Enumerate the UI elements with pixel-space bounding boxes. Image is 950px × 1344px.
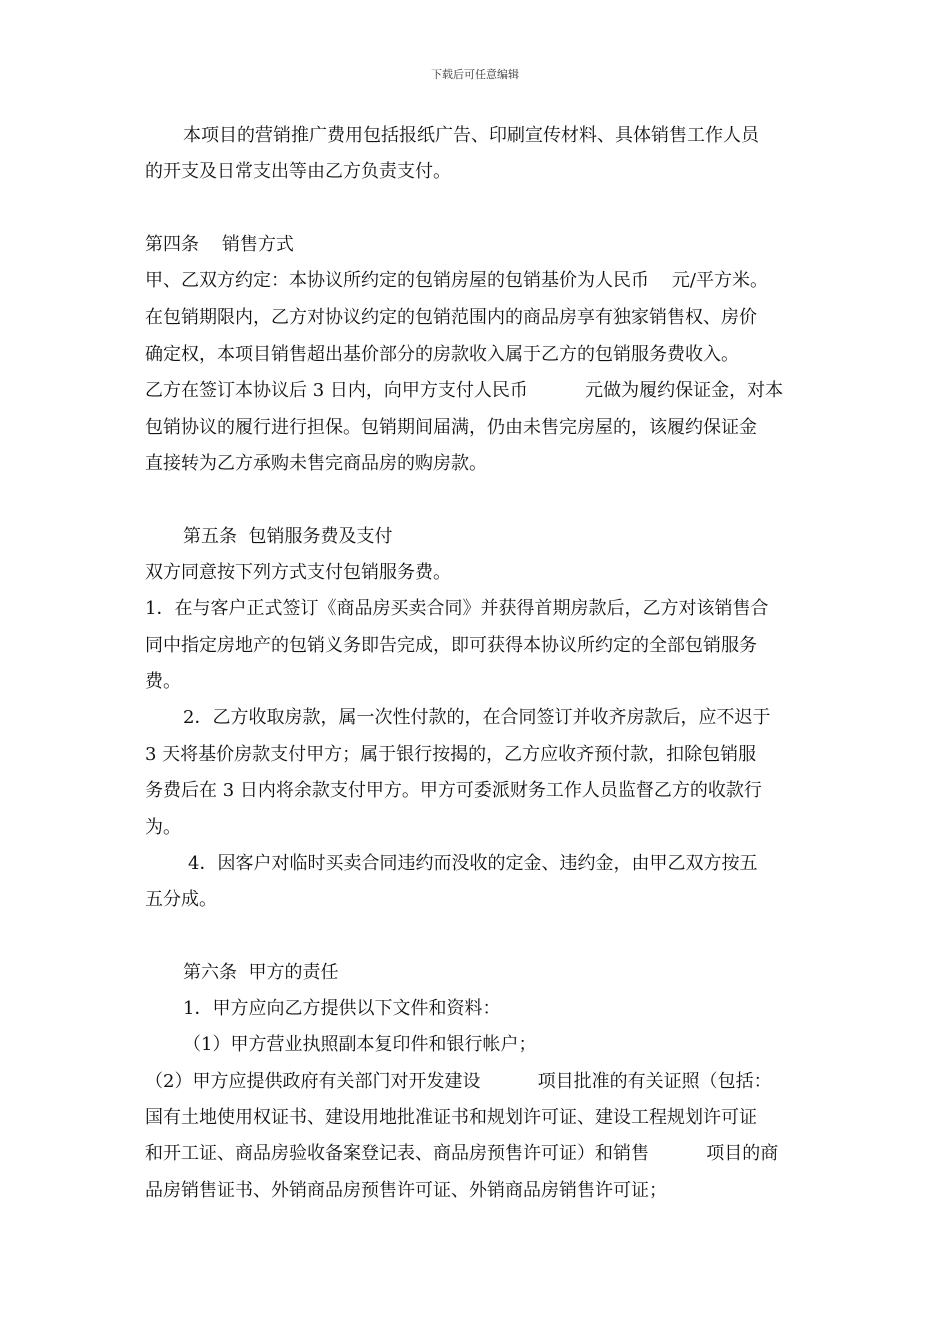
text-line: （2）甲方应提供政府有关部门对开发建设 项目批准的有关证照（包括： [145,1071,772,1092]
page-header: 下载后可任意编辑 [431,68,519,81]
text-line: 费。 [145,671,181,692]
text-line: 国有土地使用权证书、建设用地批准证书和规划许可证、建设工程规划许可证 [145,1107,757,1128]
text-line: 五分成。 [145,889,217,910]
text-line: 3 天将基价房款支付甲方；属于银行按揭的，乙方应收齐预付款，扣除包销服 [145,744,757,765]
text-line: 务费后在 3 日内将余款支付甲方。甲方可委派财务工作人员监督乙方的收款行 [145,780,762,801]
text-line: 为。 [145,817,181,838]
text-line: 包销协议的履行进行担保。包销期间届满，仍由未售完房屋的，该履约保证金 [145,417,757,438]
text-line: 同中指定房地产的包销义务即告完成，即可获得本协议所约定的全部包销服务 [145,635,757,656]
text-line: 直接转为乙方承购未售完商品房的购房款。 [145,453,487,474]
text-line: 确定权，本项目销售超出基价部分的房款收入属于乙方的包销服务费收入。 [145,344,739,365]
text-line: 甲、乙双方约定：本协议所约定的包销房屋的包销基价为人民币 元/平方米。 [145,270,768,291]
text-line: 4．因客户对临时买卖合同违约而没收的定金、违约金，由甲乙双方按五 [188,853,758,874]
section-heading: 第五条 包销服务费及支付 [183,526,393,547]
text-line: 双方同意按下列方式支付包销服务费。 [145,562,451,583]
text-line: 在包销期限内，乙方对协议约定的包销范围内的商品房享有独家销售权、房价 [145,307,757,328]
text-line: 乙方在签订本协议后 3 日内，向甲方支付人民币 元做为履约保证金，对本 [145,380,784,401]
text-line: 2．乙方收取房款，属一次性付款的，在合同签订并收齐房款后，应不迟于 [183,707,771,728]
text-line: 1．甲方应向乙方提供以下文件和资料： [183,998,501,1019]
section-heading: 第四条 销售方式 [145,234,294,255]
text-line: 本项目的营销推广费用包括报纸广告、印刷宣传材料、具体销售工作人员 [183,125,759,146]
section-heading: 第六条 甲方的责任 [183,962,339,983]
text-line: 的开支及日常支出等由乙方负责支付。 [145,161,451,182]
text-line: 品房销售证书、外销商品房预售许可证、外销商品房销售许可证； [145,1180,667,1201]
text-line: （1）甲方营业执照副本复印件和银行帐户； [183,1034,537,1055]
text-line: 1．在与客户正式签订《商品房买卖合同》并获得首期房款后，乙方对该销售合 [145,598,769,619]
text-line: 和开工证、商品房验收备案登记表、商品房预售许可证）和销售 项目的商 [145,1143,779,1164]
